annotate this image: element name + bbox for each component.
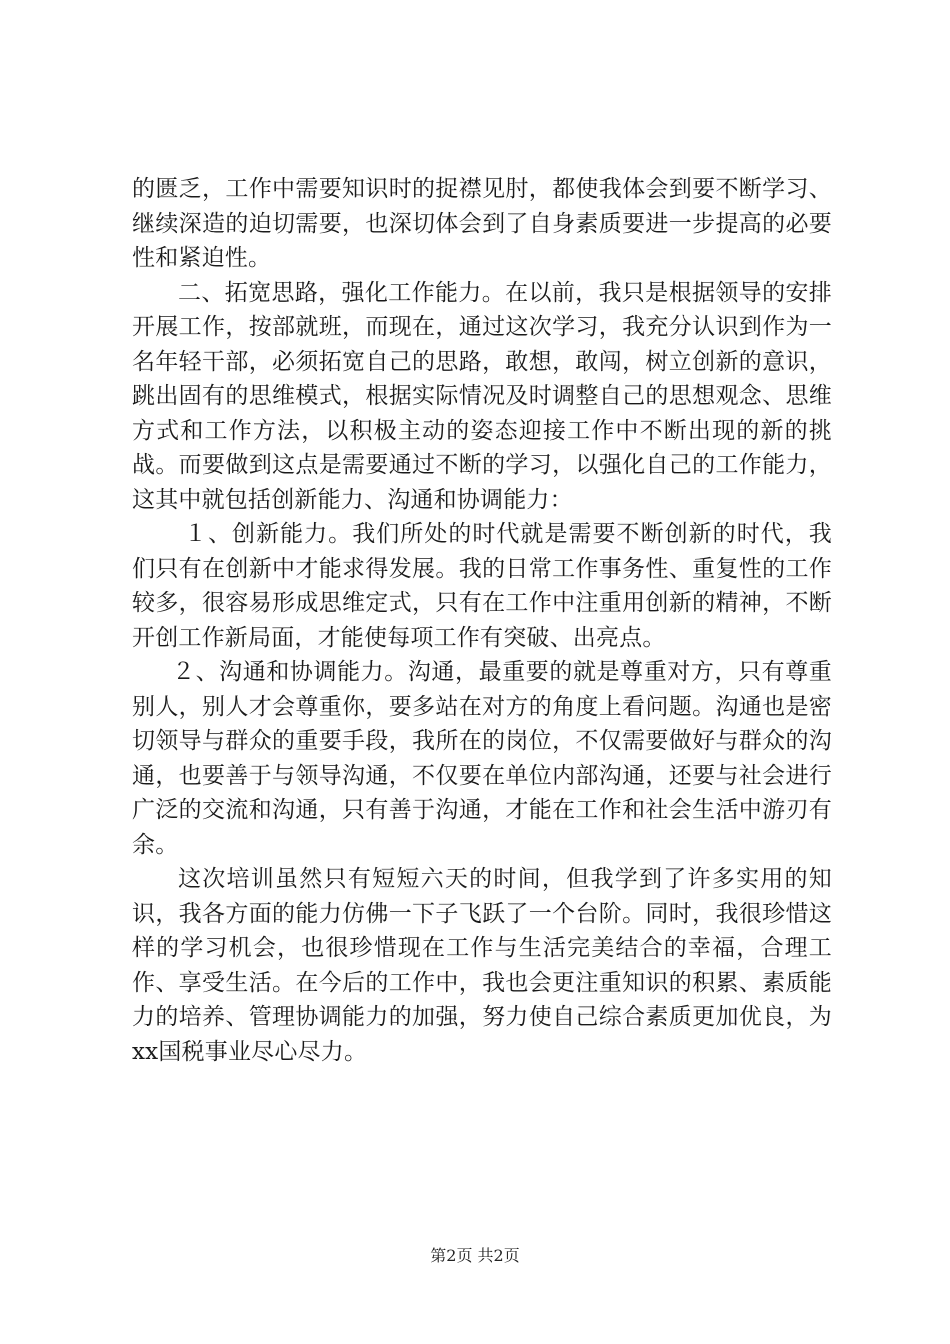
paragraph-innovation-ability: １、创新能力。我们所处的时代就是需要不断创新的时代，我们只有在创新中才能求得发展。我的日常工作事务性、重复性的工作较多，很容易形成思维定式，只有在工作中注重用创新的精神，不断开创工作新局面，才能使每项工作有突破、出亮点。 (132, 521, 832, 651)
paragraph-continuation: 的匮乏，工作中需要知识时的捉襟见肘，都使我体会到要不断学习、继续深造的迫切需要，也深切体会到了自身素质要进一步提高的必要性和紧迫性。 (132, 176, 832, 271)
paragraph-conclusion: 这次培训虽然只有短短六天的时间，但我学到了许多实用的知识，我各方面的能力仿佛一下子飞跃了一个台阶。同时，我很珍惜这样的学习机会，也很珍惜现在工作与生活完美结合的幸福，合理工作、享受生活。在今后的工作中，我也会更注重知识的积累、素质能力的培养、管理协调能力的加强，努力使自己综合素质更加优良，为xx国税事业尽心尽力。 (132, 866, 832, 1065)
paragraph-broaden-thinking: 二、拓宽思路，强化工作能力。在以前，我只是根据领导的安排开展工作，按部就班，而现在，通过这次学习，我充分认识到作为一名年轻干部，必须拓宽自己的思路，敢想，敢闯，树立创新的意识，跳出固有的思维模式，根据实际情况及时调整自己的思想观念、思维方式和工作方法，以积极主动的姿态迎接工作中不断出现的新的挑战。而要做到这点是需要通过不断的学习，以强化自己的工作能力，这其中就包括创新能力、沟通和协调能力： (132, 279, 832, 513)
paragraph-communication-ability: ２、沟通和协调能力。沟通，最重要的就是尊重对方，只有尊重别人，别人才会尊重你，要多站在对方的角度上看问题。沟通也是密切领导与群众的重要手段，我所在的岗位，不仅需要做好与群众的沟通，也要善于与领导沟通，不仅要在单位内部沟通，还要与社会进行广泛的交流和沟通，只有善于沟通，才能在工作和社会生活中游刃有余。 (132, 659, 832, 858)
document-body (132, 172, 832, 1069)
page-number-footer: 第2页 共2页 (430, 1246, 520, 1265)
